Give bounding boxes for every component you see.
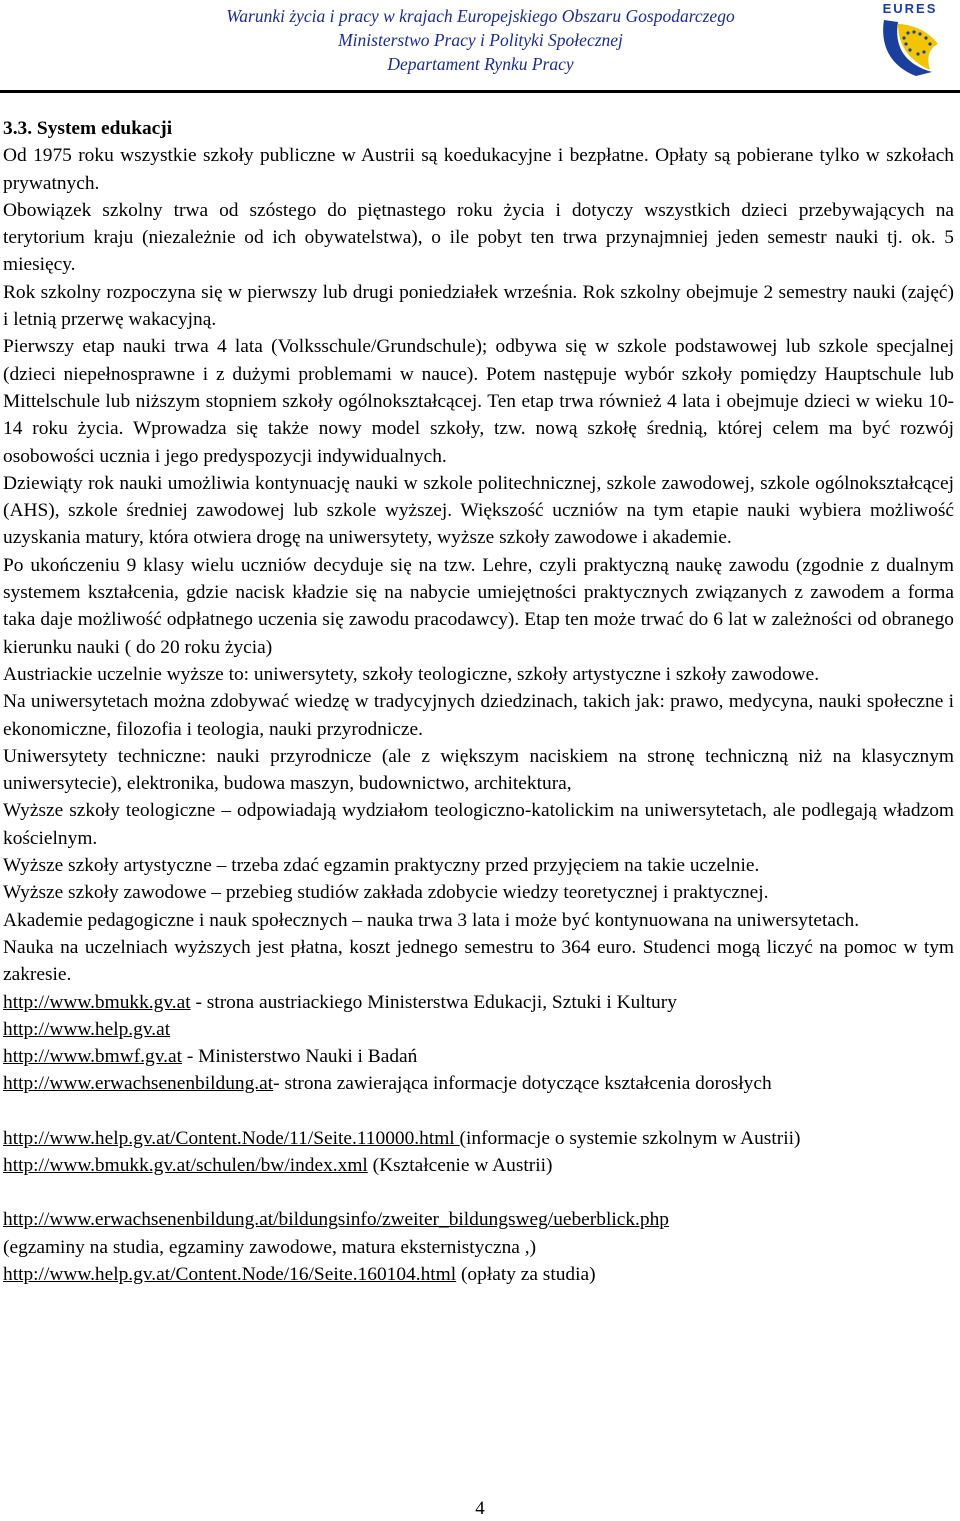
header-text: [168, 4, 793, 76]
header-line-1: Warunki życia i pracy w krajach Europejskiego Obszaru Gospodarczego: [226, 6, 735, 26]
header-rule: [0, 90, 960, 93]
link-url[interactable]: http://www.help.gv.at/Content.Node/16/Seite.160104.html: [3, 1263, 457, 1285]
eures-logo: [868, 0, 952, 84]
paragraph: Wyższe szkoły artystyczne – trzeba zdać egzamin praktyczny przed przyjęciem na takie uczelnie.: [3, 855, 760, 877]
paragraph: Dziewiąty rok nauki umożliwia kontynuację nauki w szkole politechnicznej, szkole zawodowej, szkole ogólnokształcącej (AHS), szkole średniej zawodowej lub szkole wyższej. Większość uczniów na tym etapie nauki wybiera możliwość uzyskania matury, która otwiera drogę na uniwersytety, wyższe szkoły zawodowe i akademie.: [3, 472, 954, 549]
link-url[interactable]: http://www.bmukk.gv.at: [3, 991, 191, 1013]
page-number: 4: [475, 1498, 485, 1519]
link-description: - strona austriackiego Ministerstwa Edukacji, Sztuki i Kultury: [190, 991, 677, 1013]
link-url[interactable]: http://www.erwachsenenbildung.at: [3, 1073, 274, 1095]
paragraph: Nauka na uczelniach wyższych jest płatna, koszt jednego semestru to 364 euro. Studenci mogą liczyć na pomoc w tym zakresie.: [3, 936, 954, 986]
link-line: [3, 1070, 954, 1097]
link-line: [3, 1206, 954, 1233]
link-description: - Ministerstwo Nauki i Badań: [181, 1046, 418, 1068]
link-line: [3, 1152, 954, 1179]
link-url[interactable]: http://www.erwachsenenbildung.at/bildungsinfo/zweiter_bildungsweg/ueberblick.php: [3, 1209, 669, 1231]
paragraph: Pierwszy etap nauki trwa 4 lata (Volksschule/Grundschule); odbywa się w szkole podstawowej lub szkole specjalnej (dzieci niepełnosprawne i z dużymi problemami w nauce). Potem następuje wybór szkoły pomiędzy Hauptschule lub Mittelschule lub niższym stopniem szkoły ogólnokształcącej. Ten etap trwa również 4 lata i obejmuje dzieci w wieku 10-14 roku życia. Wprowadza się także nowy model szkoły, tzw. nową szkołę średnią, której celem ma być rozwój osobowości ucznia i jego predyspozycji indywidualnych.: [3, 336, 954, 467]
link-description: - strona zawierająca informacje dotyczące kształcenia dorosłych: [273, 1073, 772, 1095]
link-description: (informacje o systemie szkolnym w Austrii): [459, 1127, 801, 1149]
link-url[interactable]: http://www.help.gv.at: [3, 1018, 171, 1040]
link-description: (egzaminy na studia, egzaminy zawodowe, matura eksternistyczna ,): [3, 1236, 537, 1258]
link-line: [3, 1261, 954, 1288]
blank-line: [3, 1098, 954, 1125]
paragraph: Austriackie uczelnie wyższe to: uniwersytety, szkoły teologiczne, szkoły artystyczne i szkoły zawodowe.: [3, 663, 820, 685]
header-line-3: Departament Rynku Pracy: [387, 54, 574, 74]
link-line: [3, 1016, 954, 1043]
link-line: [3, 1234, 954, 1261]
blank-line: [3, 1179, 954, 1206]
paragraph: Po ukończeniu 9 klasy wielu uczniów decyduje się na tzw. Lehre, czyli praktyczną naukę zawodu (zgodnie z dualnym systemem kształcenia, gdzie nacisk kładzie się na nabycie umiejętności praktycznych związanych z zawodem a forma taka daje możliwość odpłatnego uczenia się zawodu pracodawcy). Etap ten może trwać do 6 lat w zależności od obranego kierunku nauki ( do 20 roku życia): [3, 554, 954, 658]
paragraph: Obowiązek szkolny trwa od szóstego do piętnastego roku życia i dotyczy wszystkich dzieci przebywających na terytorium kraju (niezależnie od ich obywatelstwa), o ile pobyt ten trwa przynajmniej jeden semestr nauki tj. ok. 5 miesięcy.: [3, 199, 954, 276]
paragraph: Na uniwersytetach można zdobywać wiedzę w tradycyjnych dziedzinach, takich jak: prawo, medycyna, nauki społeczne i ekonomiczne, filozofia i teologia, nauki przyrodnicze.: [3, 691, 954, 740]
link-description: (opłaty za studia): [456, 1263, 596, 1285]
link-description: (Kształcenie w Austrii): [367, 1154, 553, 1176]
link-line: [3, 989, 954, 1016]
paragraph: Akademie pedagogiczne i nauk społecznych – nauka trwa 3 lata i może być kontynuowana na uniwersytetach.: [3, 909, 860, 931]
link-line: [3, 1125, 954, 1152]
link-url[interactable]: http://www.bmwf.gv.at: [3, 1046, 182, 1068]
link-url[interactable]: http://www.help.gv.at/Content.Node/11/Seite.110000.html: [3, 1127, 460, 1149]
section-heading: 3.3. System edukacji: [3, 118, 173, 139]
header-line-2: Ministerstwo Pracy i Polityki Społecznej: [338, 30, 623, 50]
paragraph: Wyższe szkoły teologiczne – odpowiadają wydziałom teologiczno-katolickim na uniwersytetach, ale podlegają władzom kościelnym.: [3, 800, 954, 849]
paragraph: Wyższe szkoły zawodowe – przebieg studiów zakłada zdobycie wiedzy teoretycznej i praktycznej.: [3, 882, 769, 904]
paragraph: Uniwersytety techniczne: nauki przyrodnicze (ale z większym naciskiem na stronę techniczną niż na klasycznym uniwersytecie), elektronika, budowa maszyn, budownictwo, architektura,: [3, 745, 954, 795]
paragraph: Od 1975 roku wszystkie szkoły publiczne w Austrii są koedukacyjne i bezpłatne. Opłaty są pobierane tylko w szkołach prywatnych.: [3, 145, 954, 194]
eures-logo-text: EURES: [882, 1, 938, 16]
link-line: [3, 1043, 954, 1070]
paragraph: Rok szkolny rozpoczyna się w pierwszy lub drugi poniedziałek września. Rok szkolny obejmuje 2 semestry nauki (zajęć) i letnią przerwę wakacyjną.: [3, 281, 954, 331]
link-url[interactable]: http://www.bmukk.gv.at/schulen/bw/index.xml: [3, 1154, 368, 1176]
document-body: [3, 115, 954, 1288]
page-header: [0, 0, 960, 90]
